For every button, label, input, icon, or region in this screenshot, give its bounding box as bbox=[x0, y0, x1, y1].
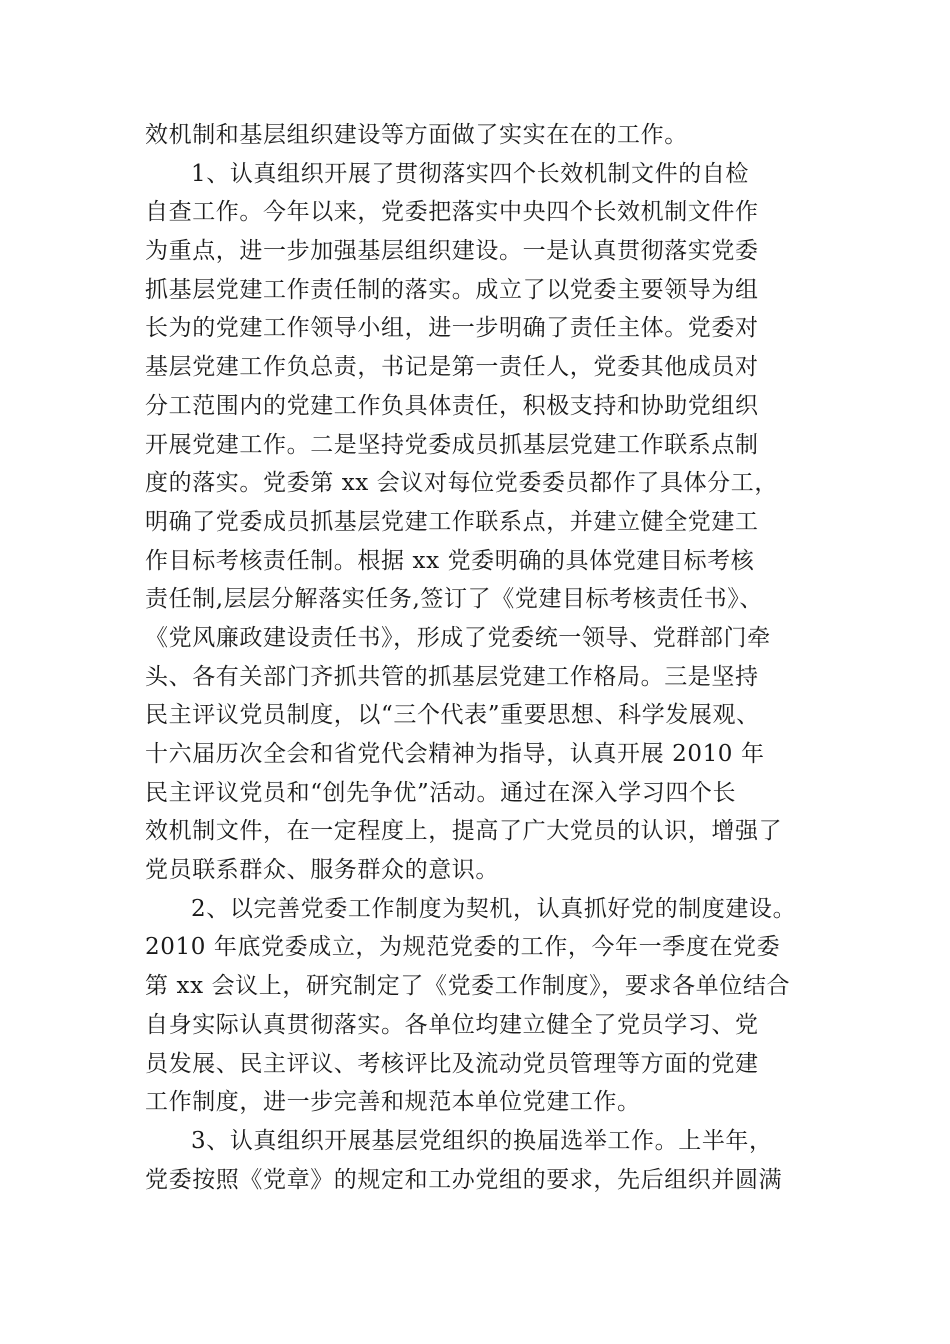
text-line: 1、认真组织开展了贯彻落实四个长效机制文件的自检 bbox=[191, 160, 750, 187]
text-line: 2010 年底党委成立，为规范党委的工作，今年一季度在党委 bbox=[145, 934, 781, 961]
text-line: 自身实际认真贯彻落实。各单位均建立健全了党员学习、党 bbox=[145, 1011, 759, 1038]
text-line: 为重点，进一步加强基层组织建设。一是认真贯彻落实党委 bbox=[145, 238, 759, 265]
text-line: 基层党建工作负总责，书记是第一责任人，党委其他成员对 bbox=[145, 354, 759, 381]
text-line: 抓基层党建工作责任制的落实。成立了以党委主要领导为组 bbox=[145, 276, 759, 303]
document-body bbox=[145, 116, 807, 1199]
text-line: 分工范围内的党建工作负具体责任，积极支持和协助党组织 bbox=[145, 392, 759, 419]
text-line: 民主评议党员和“创先争优”活动。通过在深入学习四个长 bbox=[145, 779, 737, 806]
text-line: 自查工作。今年以来，党委把落实中央四个长效机制文件作 bbox=[145, 199, 759, 226]
text-line: 责任制,层层分解落实任务,签订了《党建目标考核责任书》、 bbox=[145, 586, 763, 613]
text-line: 党员联系群众、服务群众的意识。 bbox=[145, 857, 499, 884]
text-line: 效机制文件，在一定程度上，提高了广大党员的认识，增强了 bbox=[145, 818, 783, 845]
text-line: 明确了党委成员抓基层党建工作联系点，并建立健全党建工 bbox=[145, 508, 759, 535]
text-line: 2、以完善党委工作制度为契机，认真抓好党的制度建设。 bbox=[191, 895, 797, 922]
text-line: 党委按照《党章》的规定和工办党组的要求，先后组织并圆满 bbox=[145, 1166, 783, 1193]
text-line: 民主评议党员制度，以“三个代表”重要思想、科学发展观、 bbox=[145, 702, 760, 729]
text-line: 效机制和基层组织建设等方面做了实实在在的工作。 bbox=[145, 122, 688, 148]
text-line: 工作制度，进一步完善和规范本单位党建工作。 bbox=[145, 1089, 641, 1116]
text-line: 3、认真组织开展基层党组织的换届选举工作。上半年， bbox=[191, 1127, 773, 1154]
text-line: 员发展、民主评议、考核评比及流动党员管理等方面的党建 bbox=[145, 1050, 759, 1077]
text-line: 作目标考核责任制。根据 xx 党委明确的具体党建目标考核 bbox=[145, 547, 755, 574]
text-line: 头、各有关部门齐抓共管的抓基层党建工作格局。三是坚持 bbox=[145, 663, 759, 690]
text-line: 《党风廉政建设责任书》，形成了党委统一领导、党群部门牵 bbox=[145, 624, 771, 651]
text-line: 长为的党建工作领导小组，进一步明确了责任主体。党委对 bbox=[145, 315, 759, 342]
text-line: 十六届历次全会和省党代会精神为指导，认真开展 2010 年 bbox=[145, 741, 765, 767]
text-line: 开展党建工作。二是坚持党委成员抓基层党建工作联系点制 bbox=[145, 431, 759, 458]
text-line: 度的落实。党委第 xx 会议对每位党委委员都作了具体分工， bbox=[145, 470, 778, 497]
text-line: 第 xx 会议上，研究制定了《党委工作制度》，要求各单位结合 bbox=[145, 973, 791, 1000]
